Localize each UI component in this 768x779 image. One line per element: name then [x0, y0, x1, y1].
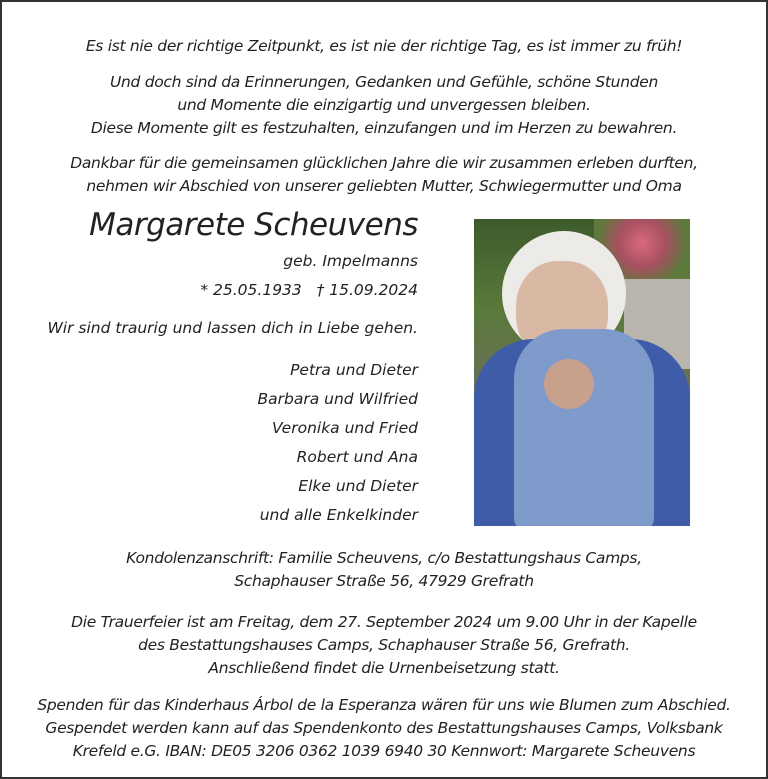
mourner: und alle Enkelkinder — [259, 506, 418, 524]
donation-line: Spenden für das Kinderhaus Árbol de la Esperanza wären für uns wie Blumen zum Abschied. — [37, 696, 731, 714]
ceremony-line: Anschließend findet die Urnenbeisetzung statt. — [208, 659, 560, 677]
donation-line: Gespendet werden kann auf das Spendenkonto des Bestattungshauses Camps, Volksbank — [45, 719, 723, 737]
mourner: Barbara und Wilfried — [257, 390, 418, 408]
intro-text: Es ist nie der richtige Zeitpunkt, es ist nie der richtige Tag, es ist immer zu früh! — [85, 37, 683, 55]
portrait-photo — [474, 219, 690, 526]
mourner: Veronika und Fried — [271, 419, 418, 437]
farewell-text: Wir sind traurig und lassen dich in Liebe gehen. — [47, 319, 418, 337]
memories-line: und Momente die einzigartig und unvergessen bleiben. — [177, 96, 591, 114]
deceased-name: Margarete Scheuvens — [89, 207, 418, 243]
condolence-line: Schaphauser Straße 56, 47929 Grefrath — [234, 572, 534, 590]
mourner: Robert und Ana — [296, 448, 418, 466]
ceremony-line: des Bestattungshauses Camps, Schaphauser Straße 56, Grefrath. — [138, 636, 630, 654]
condolence-line: Kondolenzanschrift: Familie Scheuvens, c/o Bestattungshaus Camps, — [126, 549, 642, 567]
mourner: Elke und Dieter — [298, 477, 418, 495]
birth-name: geb. Impelmanns — [283, 252, 418, 270]
mourner: Petra und Dieter — [290, 361, 418, 379]
donation-line: Krefeld e.G. IBAN: DE05 3206 0362 1039 6940 30 Kennwort: Margarete Scheuvens — [72, 742, 696, 760]
ceremony-line: Die Trauerfeier ist am Freitag, dem 27. September 2024 um 9.00 Uhr in der Kapelle — [71, 613, 697, 631]
gratitude-line: Dankbar für die gemeinsamen glücklichen Jahre die wir zusammen erleben durften, — [70, 154, 698, 172]
life-dates: * 25.05.1933 † 15.09.2024 — [200, 281, 418, 299]
gratitude-line: nehmen wir Abschied von unserer geliebten Mutter, Schwiegermutter und Oma — [86, 177, 682, 195]
memories-line: Und doch sind da Erinnerungen, Gedanken und Gefühle, schöne Stunden — [109, 73, 659, 91]
memories-line: Diese Momente gilt es festzuhalten, einzufangen und im Herzen zu bewahren. — [90, 119, 678, 137]
